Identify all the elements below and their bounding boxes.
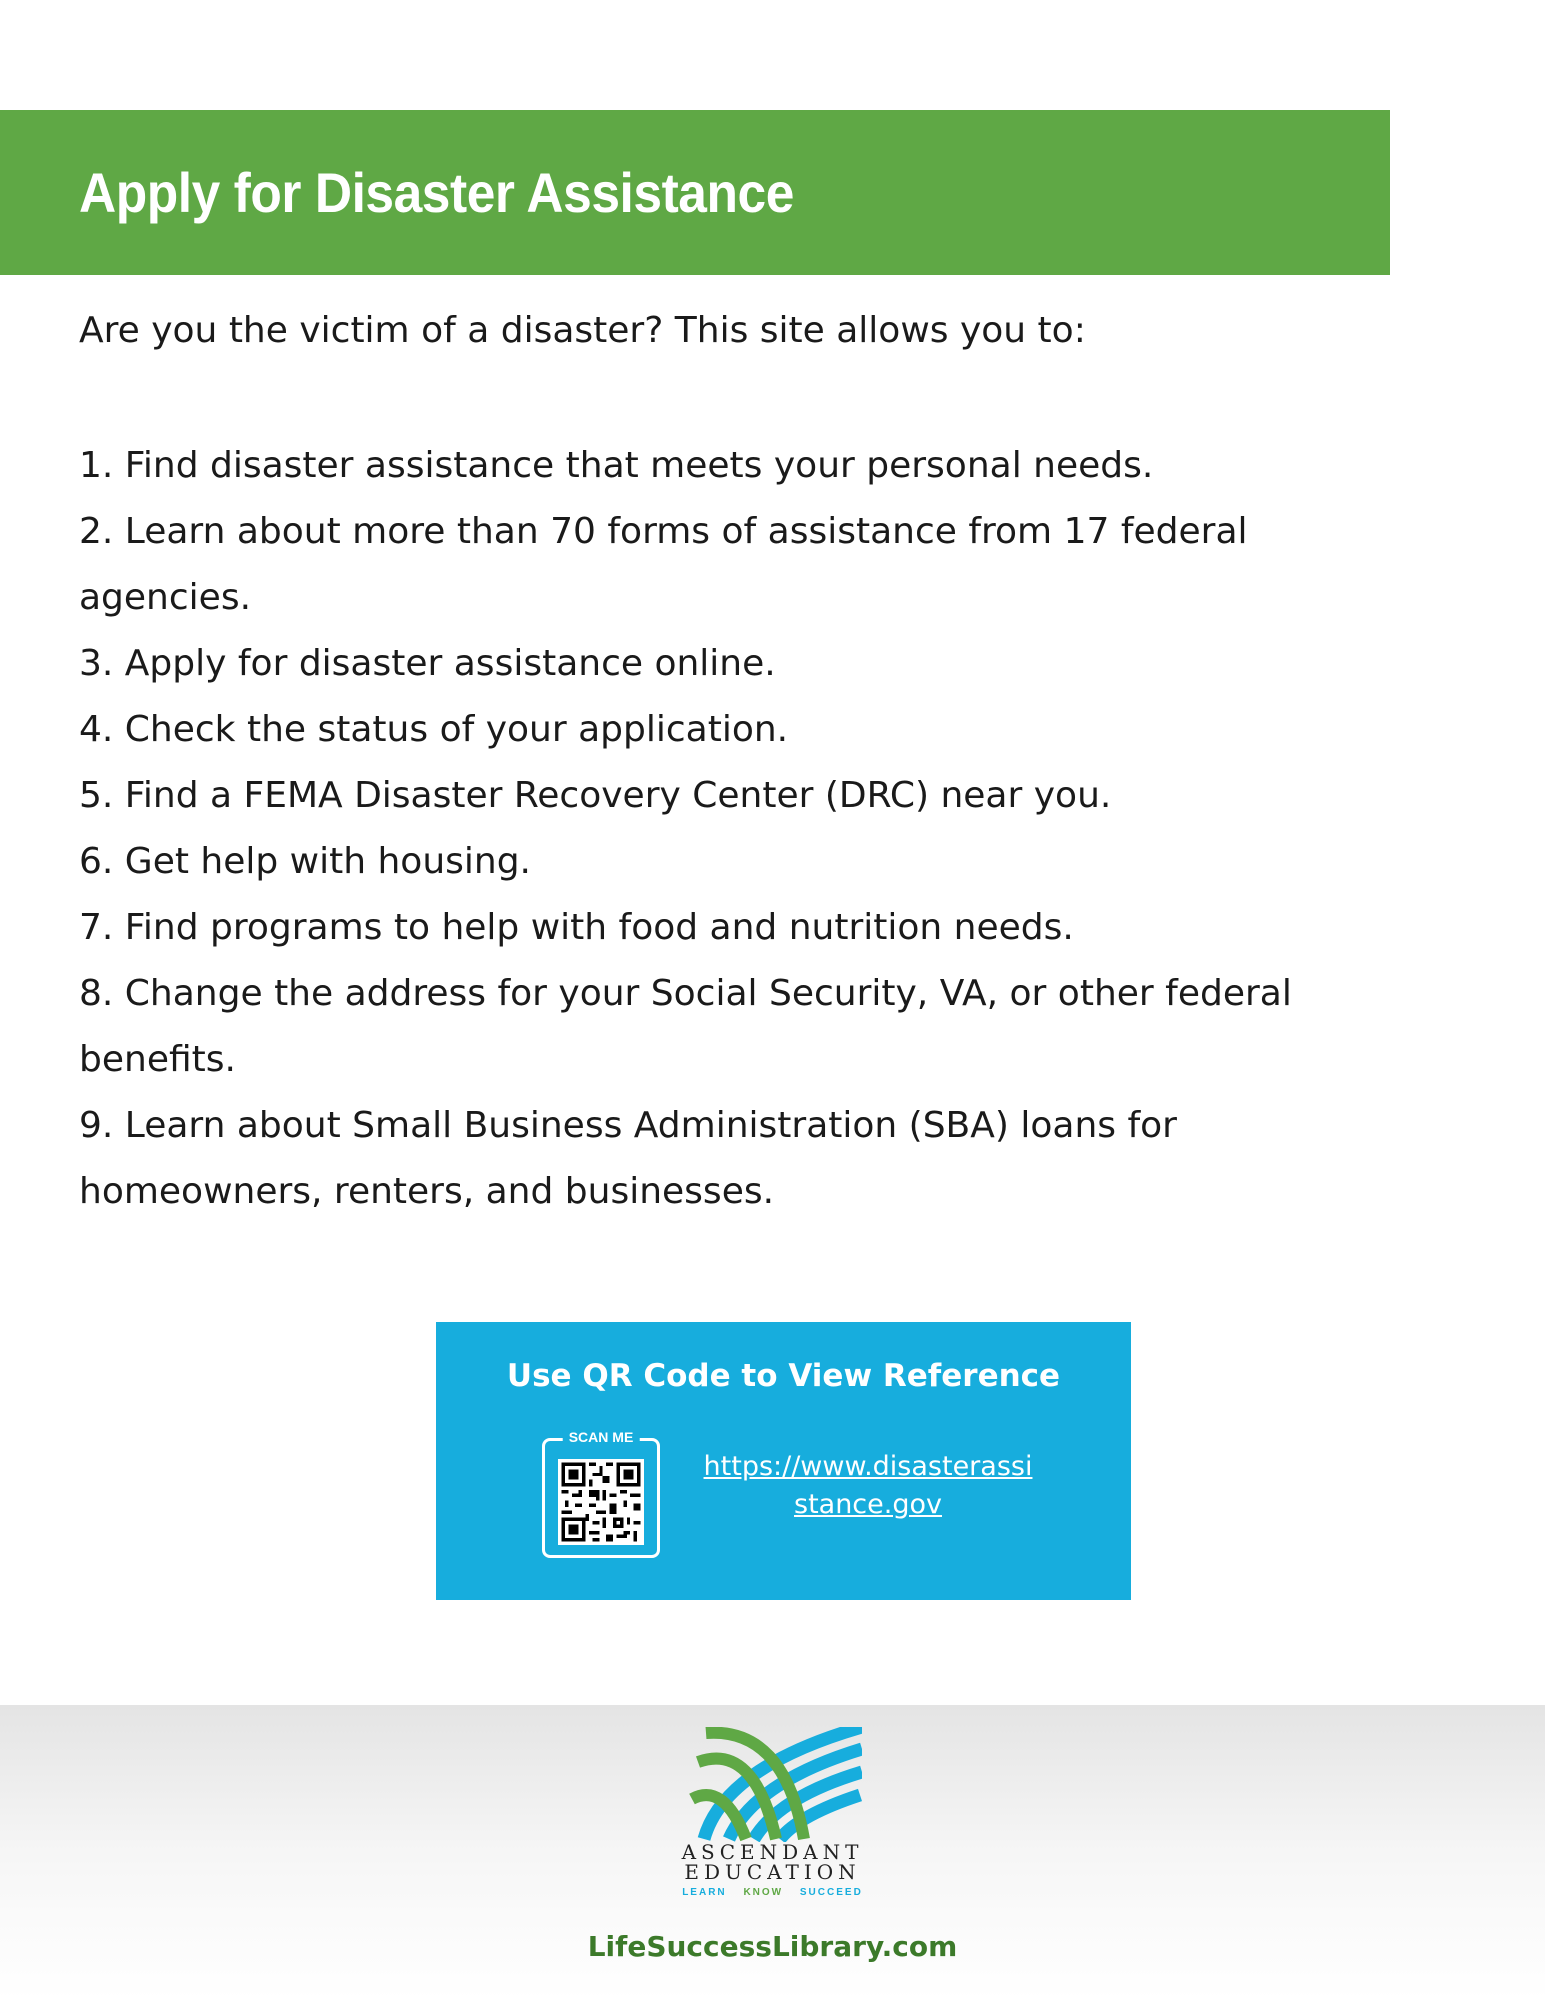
qr-frame (542, 1429, 660, 1558)
tagline-succeed: SUCCEED (799, 1887, 863, 1898)
list-item: 6. Get help with housing. (79, 841, 532, 882)
scan-me-label: SCAN ME (563, 1429, 640, 1445)
logo-wordmark (0, 1842, 1545, 1882)
tagline-learn: LEARN (682, 1887, 727, 1898)
intro-text: Are you the victim of a disaster? This site allows you to: (79, 310, 1086, 351)
list-item: 1. Find disaster assistance that meets your personal needs. (79, 445, 1154, 486)
qr-box-title: Use QR Code to View Reference (506, 1358, 1061, 1394)
site-url: LifeSuccessLibrary.com (587, 1930, 958, 1963)
qr-reference-box (436, 1322, 1131, 1600)
page-title: Apply for Disaster Assistance (79, 161, 794, 224)
list-item: 2. Learn about more than 70 forms of assistance from 17 federal agencies. (79, 511, 1248, 618)
qr-code-icon (558, 1459, 644, 1545)
assistance-list (79, 433, 1339, 1225)
footer (0, 1705, 1545, 2000)
header-band (0, 110, 1390, 275)
tagline-know: KNOW (743, 1887, 784, 1898)
ascendant-education-logo-icon (684, 1727, 862, 1842)
logo-line-education: EDUCATION (684, 1860, 861, 1884)
reference-link[interactable]: https://www.disasterassistance.gov (703, 1451, 1033, 1520)
list-item: 7. Find programs to help with food and nutrition needs. (79, 907, 1074, 948)
list-item: 5. Find a FEMA Disaster Recovery Center (DRC) near you. (79, 775, 1112, 816)
logo-line-ascendant: ASCENDANT (681, 1840, 864, 1864)
list-item: 4. Check the status of your application. (79, 709, 789, 750)
logo-tagline (0, 1887, 1545, 1898)
list-item: 9. Learn about Small Business Administration (SBA) loans for homeowners, renters, and businesses. (79, 1105, 1177, 1212)
list-item: 3. Apply for disaster assistance online. (79, 643, 776, 684)
list-item: 8. Change the address for your Social Security, VA, or other federal benefits. (79, 973, 1292, 1080)
